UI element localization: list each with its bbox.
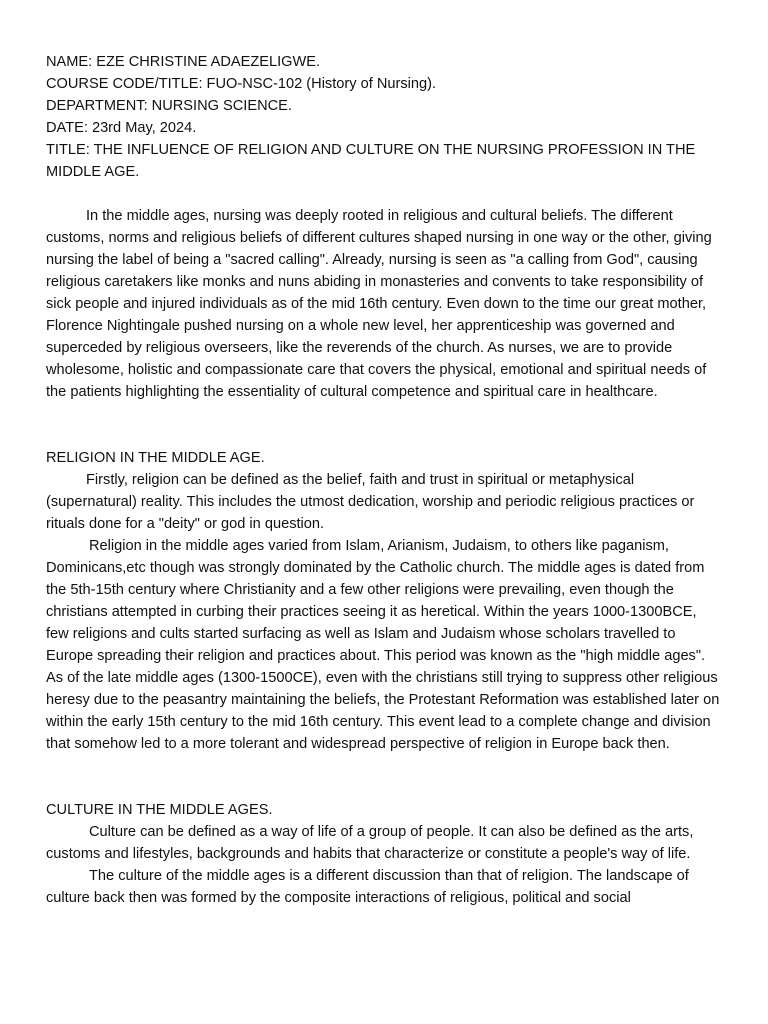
intro-paragraph: In the middle ages, nursing was deeply rooted in religious and cultural beliefs. The different customs, norms and religious beliefs of different cultures shaped nursing in one way or the other, giving nursing the label of being a "sacred calling". Already, nursing is seen as "a calling from God", causing religious caretakers like monks and nuns abiding in monasteries and convents to take responsibility of sick people and injured individuals as of the mid 16th century. Even down to the time our great mother, Florence Nightingale pushed nursing on a whole new level, her apprenticeship was governed and superceded by religious overseers, like the reverends of the church. As nurses, we are to provide wholesome, holistic and compassionate care that covers the physical, emotional and spiritual needs of the patients highlighting the essentiality of cultural competence and spiritual care in healthcare. xyxy=(46,208,712,400)
document-body xyxy=(46,51,722,909)
department: DEPARTMENT: NURSING SCIENCE. xyxy=(46,98,292,114)
date: DATE: 23rd May, 2024. xyxy=(46,120,197,136)
course-code-title: COURSE CODE/TITLE: FUO-NSC-102 (History of Nursing). xyxy=(46,76,437,92)
religion-heading: RELIGION IN THE MIDDLE AGE. xyxy=(46,450,265,466)
religion-paragraph-1: Firstly, religion can be defined as the belief, faith and trust in spiritual or metaphysical (supernatural) reality. This includes the utmost dedication, worship and periodic religious practices or rituals done for a "deity" or god in question. xyxy=(46,472,695,532)
culture-paragraph-1: Culture can be defined as a way of life of a group of people. It can also be defined as the arts, customs and lifestyles, backgrounds and habits that characterize or constitute a people's way of life. xyxy=(46,824,694,862)
religion-paragraph-2: Religion in the middle ages varied from Islam, Arianism, Judaism, to others like paganism, Dominicans,etc though was strongly dominated by the Catholic church. The middle ages is dated from the 5th-15th century where Christianity and a few other religions were prevailing, even though the christians attempted in curbing their practices seeing it as heretical. Within the years 1000-1300BCE, few religions and cults started surfacing as well as Islam and Judaism whose scholars travelled to Europe spreading their religion and practices about. This period was known as the "high middle ages". As of the late middle ages (1300-1500CE), even with the christians still trying to suppress other religious heresy due to the peasantry maintaining the beliefs, the Protestant Reformation was established later on within the early 15th century to the mid 16th century. This event lead to a complete change and division that somehow led to a more tolerant and widespread perspective of religion in Europe back then. xyxy=(46,538,720,752)
culture-paragraph-2: The culture of the middle ages is a different discussion than that of religion. The landscape of culture back then was formed by the composite interactions of religious, political and social xyxy=(46,868,689,906)
essay-title: TITLE: THE INFLUENCE OF RELIGION AND CULTURE ON THE NURSING PROFESSION IN THE MIDDLE AGE. xyxy=(46,142,696,180)
student-name: NAME: EZE CHRISTINE ADAEZELIGWE. xyxy=(46,54,321,70)
spacer xyxy=(46,755,722,799)
spacer xyxy=(46,183,722,205)
spacer xyxy=(46,403,722,447)
culture-heading: CULTURE IN THE MIDDLE AGES. xyxy=(46,802,273,818)
